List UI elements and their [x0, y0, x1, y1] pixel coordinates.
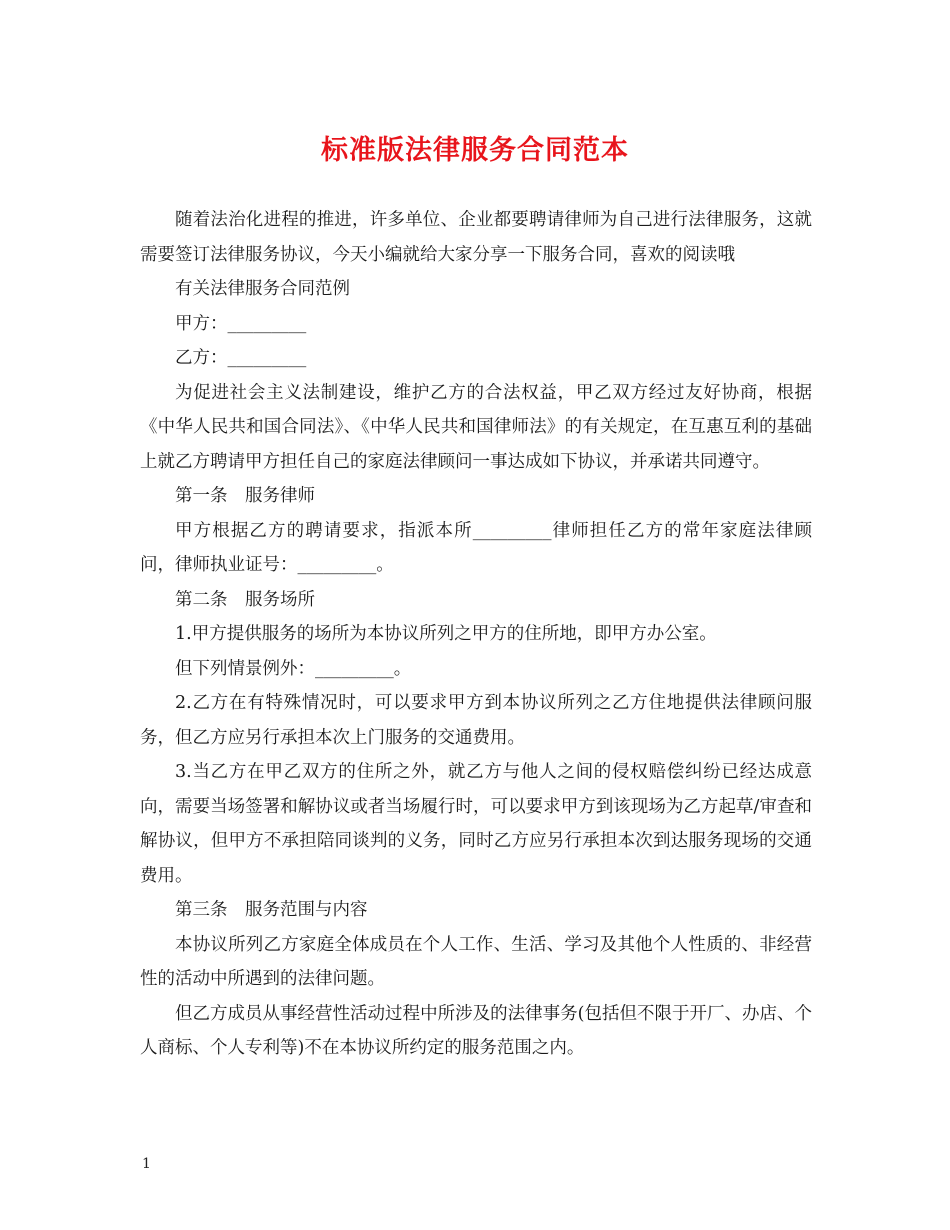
article-1-heading: 第一条 服务律师 [175, 486, 315, 506]
article-3-exclusion: 但乙方成员从事经营性活动过程中所涉及的法律事务(包括但不限于开厂、办店、个人商标、个人专利等)不在本协议所约定的服务范围之内。 [140, 1003, 812, 1058]
page-number: 1 [142, 1156, 151, 1172]
article-3-heading: 第三条 服务范围与内容 [175, 900, 368, 920]
party-a-line: 甲方：_________ [175, 313, 307, 334]
article-3-scope: 本协议所列乙方家庭全体成员在个人工作、生活、学习及其他个人性质的、非经营性的活动中所遇到的法律问题。 [140, 934, 812, 989]
article-2-heading: 第二条 服务场所 [175, 589, 315, 610]
article-2-item-2: 2.乙方在有特殊情况时，可以要求甲方到本协议所列之乙方住地提供法律顾问服务，但乙方应另行承担本次上门服务的交通费用。 [140, 693, 812, 748]
document-body [140, 203, 812, 1066]
document-title: 标准版法律服务合同范本 [321, 135, 629, 166]
article-1-text: 甲方根据乙方的聘请要求，指派本所_________律师担任乙方的常年家庭法律顾问，律师执业证号：_________。 [140, 520, 812, 575]
paragraph-example-heading: 有关法律服务合同范例 [175, 279, 350, 299]
article-2-exception: 但下列情景例外：_________。 [175, 658, 412, 679]
paragraph-preamble: 为促进社会主义法制建设，维护乙方的合法权益，甲乙双方经过友好协商，根据《中华人民共和国合同法》、《中华人民共和国律师法》的有关规定，在互惠互利的基础上就乙方聘请甲方担任自己的家庭法律顾问一事达成如下协议，并承诺共同遵守。 [140, 382, 812, 472]
party-b-line: 乙方：_________ [175, 348, 307, 368]
article-2-item-1: 1.甲方提供服务的场所为本协议所列之甲方的住所地，即甲方办公室。 [175, 624, 717, 644]
article-2-item-3: 3.当乙方在甲乙双方的住所之外，就乙方与他人之间的侵权赔偿纠纷已经达成意向，需要当场签署和解协议或者当场履行时，可以要求甲方到该现场为乙方起草/审查和解协议，但甲方不承担陪同谈判的义务，同时乙方应另行承担本次到达服务现场的交通费用。 [140, 762, 812, 886]
paragraph-intro: 随着法治化进程的推进，许多单位、企业都要聘请律师为自己进行法律服务，这就需要签订法律服务协议，今天小编就给大家分享一下服务合同，喜欢的阅读哦 [140, 210, 812, 265]
